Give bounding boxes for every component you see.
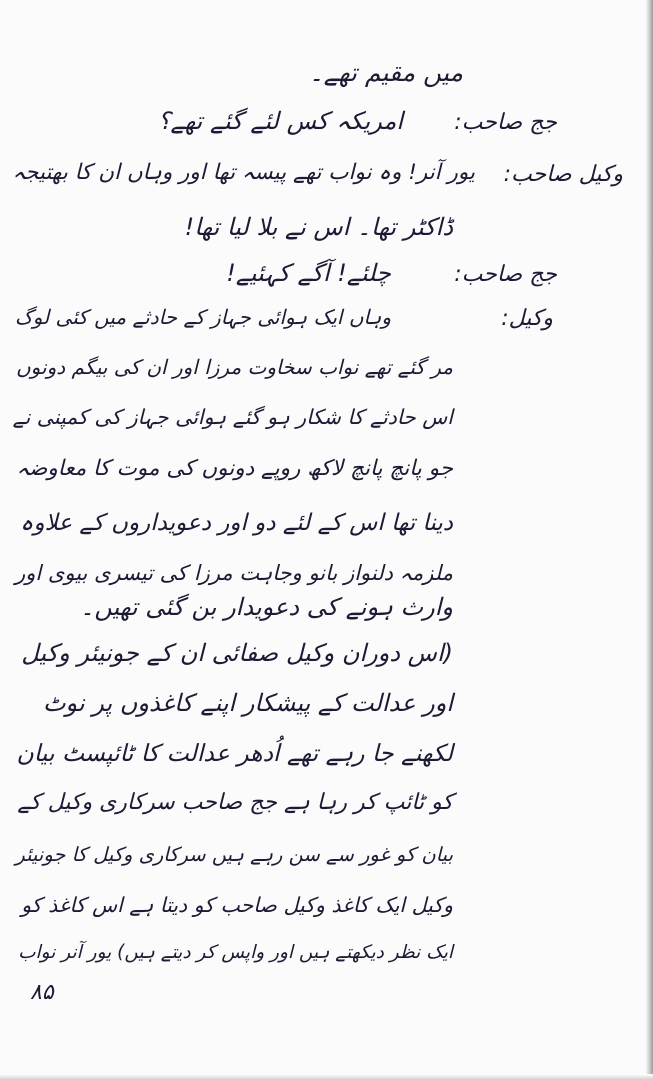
text-line-10: دینا تھا اس کے لئے دو اور دعویداروں کے علاوہ	[20, 510, 453, 536]
text-line-8: اس حادثے کا شکار ہو گئے ہوائی جہاز کی کمپنی نے	[12, 405, 453, 429]
text-line-9: جو پانچ پانچ لاکھ روپے دونوں کی موت کا معاوضہ	[16, 456, 453, 481]
speaker-label-lawyer: وکیل صاحب:	[503, 162, 623, 187]
page-number: ۸۵	[30, 980, 54, 1005]
text-line-12: وارث ہونے کی دعویدار بن گئی تھیں۔	[80, 593, 453, 621]
text-line-14: اور عدالت کے پیشکار اپنے کاغذوں پر نوٹ	[42, 689, 453, 717]
text-line-13: (اس دوران وکیل صفائی ان کے جونیئر وکیل	[21, 639, 453, 667]
text-line-1: میں مقیم تھے۔	[309, 58, 463, 87]
text-line-3: یور آنر! وہ نواب تھے پیسہ تھا اور وہاں ان کا بھتیجہ	[12, 160, 475, 185]
text-line-19: ایک نظر دیکھتے ہیں اور واپس کر دیتے ہیں) یور آنر نواب	[18, 942, 453, 963]
text-line-15: لکھنے جا رہے تھے اُدھر عدالت کا ٹائپسٹ بیان	[16, 739, 453, 767]
text-line-16: کو ٹائپ کر رہا ہے جج صاحب سرکاری وکیل کے	[17, 790, 453, 815]
text-line-4: ڈاکٹر تھا۔ اس نے بلا لیا تھا!	[184, 213, 453, 241]
text-line-6: وہاں ایک ہوائی جہاز کے حادثے میں کئی لوگ	[14, 305, 391, 329]
text-line-17: بیان کو غور سے سن رہے ہیں سرکاری وکیل کا جونیئر	[15, 843, 453, 866]
page-edge-shadow	[645, 0, 653, 1080]
speaker-label-lawyer: وکیل:	[501, 306, 553, 331]
page-bottom-shadow	[0, 1074, 653, 1080]
text-line-2: امریکہ کس لئے گئے تھے؟	[157, 107, 403, 135]
text-line-18: وکیل ایک کاغذ وکیل صاحب کو دیتا ہے اس کاغذ کو	[21, 893, 453, 917]
text-line-5: چلئے! آگے کہئیے!	[226, 259, 391, 287]
speaker-label-judge: جج صاحب:	[454, 262, 557, 287]
text-line-7: مر گئے تھے نواب سخاوت مرزا اور ان کی بیگم دونوں	[15, 355, 453, 379]
text-line-11: ملزمہ دلنواز بانو وجاہت مرزا کی تیسری بیوی اور	[15, 561, 453, 585]
speaker-label-judge: جج صاحب:	[454, 110, 557, 135]
